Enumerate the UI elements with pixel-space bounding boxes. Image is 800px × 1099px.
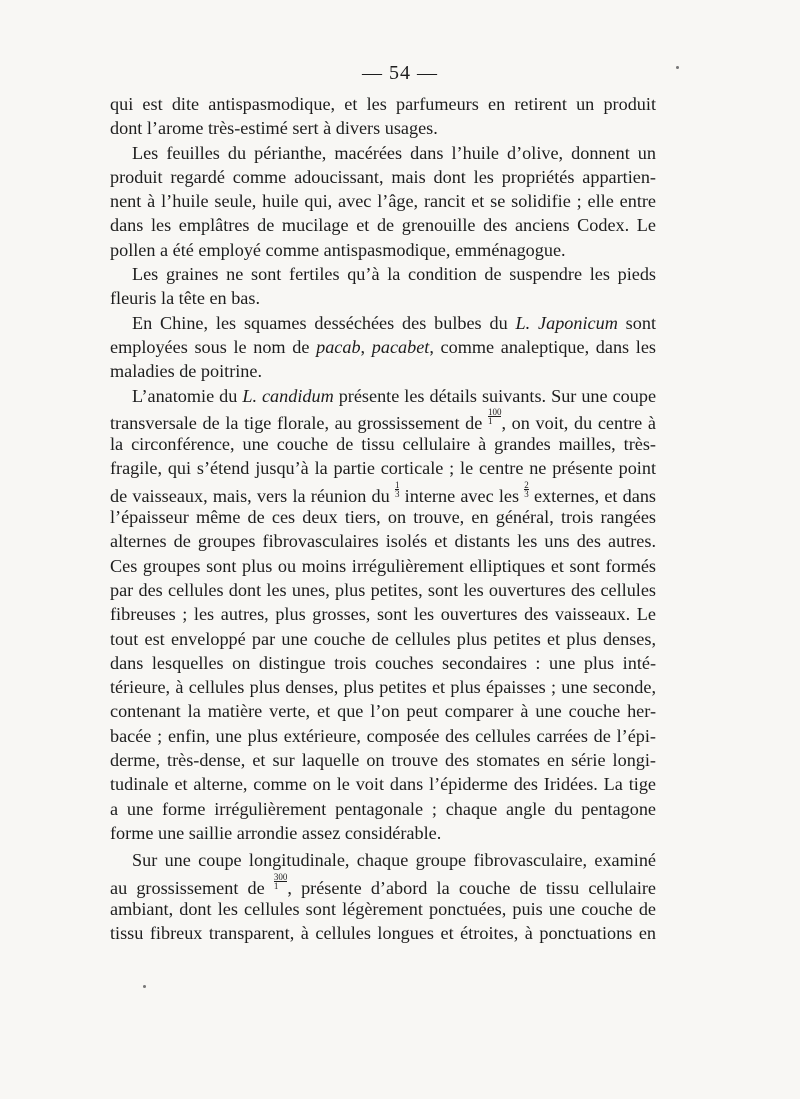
- text-fragment: , on voit, du centre à: [501, 412, 656, 433]
- text-fragment: sont: [617, 312, 656, 333]
- text-line: l’épaisseur même de ces deux tiers, on trouve, en général, trois rangées: [110, 507, 656, 528]
- text-line: tout est enveloppé par une couche de cellules plus petites et plus denses,: [110, 628, 656, 649]
- text-line: Ces groupes sont plus ou moins irrégulièrement elliptiques et sont formés: [110, 555, 656, 576]
- text-line: nent à l’huile seule, huile qui, avec l’âge, rancit et se solidifie ; elle entre: [110, 191, 656, 212]
- fraction-denominator: 1: [274, 881, 288, 890]
- text-fragment: , présente d’abord la couche de tissu cellulaire: [287, 877, 657, 898]
- text-line: derme, très-dense, et sur laquelle on trouve des stomates en série longi-: [110, 750, 656, 771]
- text-line: fragile, qui s’étend jusqu’à la partie corticale ; le centre ne présente point: [110, 458, 656, 479]
- magnification-fraction: [488, 408, 502, 425]
- page-number: — 54 —: [362, 62, 438, 84]
- text-line: [110, 481, 656, 505]
- text-line: tissu fibreux transparent, à cellules longues et étroites, à ponctuations en: [110, 923, 656, 944]
- fraction-numerator: 2: [524, 479, 529, 490]
- text-line: fibreuses ; les autres, plus grosses, sont les ouvertures des vaisseaux. Le: [110, 604, 656, 625]
- text-fragment: En Chine, les squames desséchées des bulbes du: [132, 312, 516, 333]
- magnification-fraction: [274, 873, 288, 890]
- text-line: par des cellules dont les unes, plus petites, sont les ouvertures des cellules: [110, 579, 656, 600]
- text-line: qui est dite antispasmodique, et les parfumeurs en retirent un produit: [110, 94, 656, 114]
- text-line: dont l’arome très-estimé sert à divers usages.: [110, 118, 438, 139]
- fraction-numerator: 300: [273, 871, 288, 882]
- text-line: ambiant, dont les cellules sont légèrement ponctuées, puis une couche de: [110, 898, 656, 919]
- text-fragment: , comme analeptique, dans les: [429, 336, 657, 357]
- paper-speck: [676, 66, 679, 69]
- vernacular-name: pacabet: [371, 336, 430, 357]
- text-line: fleuris la tête en bas.: [110, 288, 260, 309]
- text-line: térieure, à cellules plus denses, plus petites et plus épaisses ; une seconde,: [110, 677, 656, 698]
- text-line: contenant la matière verte, et que l’on peut comparer à une couche her-: [110, 701, 656, 722]
- text-fragment: externes, et dans: [528, 485, 657, 506]
- text-fragment: L’anatomie du: [132, 385, 243, 406]
- text-fragment: interne avec les: [399, 485, 525, 506]
- text-fragment: transversale de la tige florale, au grossissement de: [110, 412, 488, 433]
- text-line: bacée ; enfin, une plus extérieure, composée des cellules carrées de l’épi-: [110, 725, 656, 746]
- text-fragment: au grossissement de: [110, 877, 274, 898]
- fraction-numerator: 100: [487, 406, 502, 417]
- text-line: [110, 384, 656, 408]
- text-line: a une forme irrégulièrement pentagonale ; chaque angle du pentagone: [110, 798, 656, 819]
- text-line: la circonférence, une couche de tissu cellulaire à grandes mailles, très-: [110, 434, 656, 455]
- vernacular-name: pacab: [316, 336, 361, 357]
- text-line: Les feuilles du périanthe, macérées dans l’huile d’olive, donnent un: [132, 142, 656, 163]
- fraction-numerator: 1: [394, 479, 400, 490]
- text-line: produit regardé comme adoucissant, mais dont les propriétés appartien-: [110, 166, 656, 187]
- fraction-denominator: 3: [394, 488, 400, 499]
- text-line: [110, 408, 656, 432]
- text-fragment: présente les détails suivants. Sur une coupe: [333, 385, 657, 406]
- text-line: tudinale et alterne, comme on le voit dans l’épiderme des Iridées. La tige: [110, 774, 656, 795]
- body-text: [110, 92, 656, 945]
- text-line: dans les emplâtres de mucilage et de grenouille des anciens Codex. Le: [110, 215, 656, 236]
- taxon-name: L. Japonicum: [515, 312, 618, 333]
- text-line: pollen a été employé comme antispasmodique, emménagogue.: [110, 239, 566, 260]
- text-fragment: employées sous le nom de: [110, 336, 317, 357]
- text-fragment: de vaisseaux, mais, vers la réunion du: [110, 485, 395, 506]
- text-line: Sur une coupe longitudinale, chaque groupe fibrovasculaire, examiné: [132, 850, 656, 871]
- text-line: forme une saillie arrondie assez considérable.: [110, 822, 442, 843]
- text-line: maladies de poitrine.: [110, 361, 263, 382]
- text-line: dans lesquelles on distingue trois couches secondaires : une plus inté-: [110, 652, 656, 673]
- text-line: [110, 311, 656, 335]
- text-line: [110, 335, 656, 359]
- text-line: alternes de groupes fibrovasculaires isolés et distants les uns des autres.: [110, 531, 656, 552]
- paper-speck: [143, 985, 146, 988]
- text-fragment: ,: [360, 336, 372, 357]
- text-line: [110, 873, 656, 897]
- taxon-name: L. candidum: [242, 385, 334, 406]
- fraction-denominator: 1: [488, 416, 502, 425]
- fraction-denominator: 3: [524, 488, 529, 499]
- text-line: Les graines ne sont fertiles qu’à la condition de suspendre les pieds: [132, 264, 656, 285]
